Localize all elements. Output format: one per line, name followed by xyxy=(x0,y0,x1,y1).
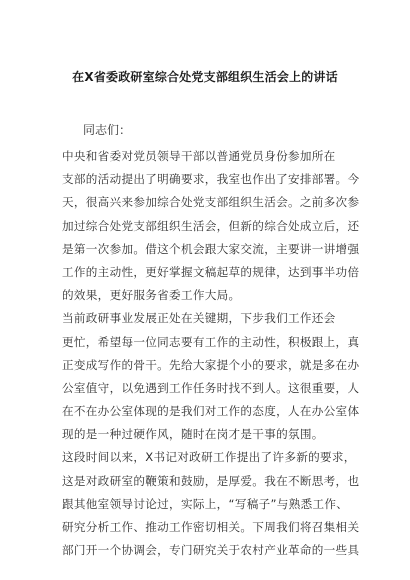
body-line: 当前政研事业发展正处在关键期，下步我们工作还会 xyxy=(62,311,336,326)
body-line: 加过综合处党支部组织生活会，但新的综合处成立后，还 xyxy=(62,218,360,233)
body-line: 是第一次参加。借这个机会跟大家交流，主要讲一讲增强 xyxy=(62,241,360,256)
body-line: 中央和省委对党员领导干部以普通党员身份参加所在 xyxy=(62,149,336,163)
body-line: 研究分析工作、推动工作密切相关。下周我们将召集相关 xyxy=(62,520,360,534)
body-line: 这段时间以来，X书记对政研工作提出了许多新的要求， xyxy=(62,450,356,465)
body-line: 公室值守，以免遇到工作任务时找不到人。这很重要，人 xyxy=(62,380,360,395)
body-line: 这是对政研室的鞭策和鼓励，是厚爱。我在不断思考，也 xyxy=(62,473,360,488)
body-line: 支部的活动提出了明确要求，我室也作出了安排部署。今 xyxy=(62,172,360,187)
document-body xyxy=(62,145,382,562)
body-line: 工作的主动性，更好掌握文稿起草的规律，达到事半功倍 xyxy=(62,264,360,279)
body-line: 部门开一个协调会，专门研究关于农村产业革命的一些具 xyxy=(62,543,360,558)
body-line: 的效果，更好服务省委工作大局。 xyxy=(62,288,241,303)
body-line: 正变成写作的骨干。先给大家提个小的要求，就是多在办 xyxy=(62,357,360,372)
body-line: 跟其他室领导讨论过，实际上，“写稿子”与熟悉工作、 xyxy=(62,496,349,511)
body-line: 在不在办公室体现的是我们对工作的态度，人在办公室体 xyxy=(62,404,360,419)
body-line: 天，很高兴来参加综合处党支部组织生活会。之前多次参 xyxy=(62,195,360,210)
greeting: 同志们： xyxy=(83,123,132,137)
body-line: 更忙，希望每一位同志要有工作的主动性，积极跟上，真 xyxy=(62,334,360,349)
document-title: 在X省委政研室综合处党支部组织生活会上的讲话 xyxy=(72,70,338,84)
body-line: 现的是一种过硬作风，随时在岗才是干事的氛围。 xyxy=(62,427,324,442)
